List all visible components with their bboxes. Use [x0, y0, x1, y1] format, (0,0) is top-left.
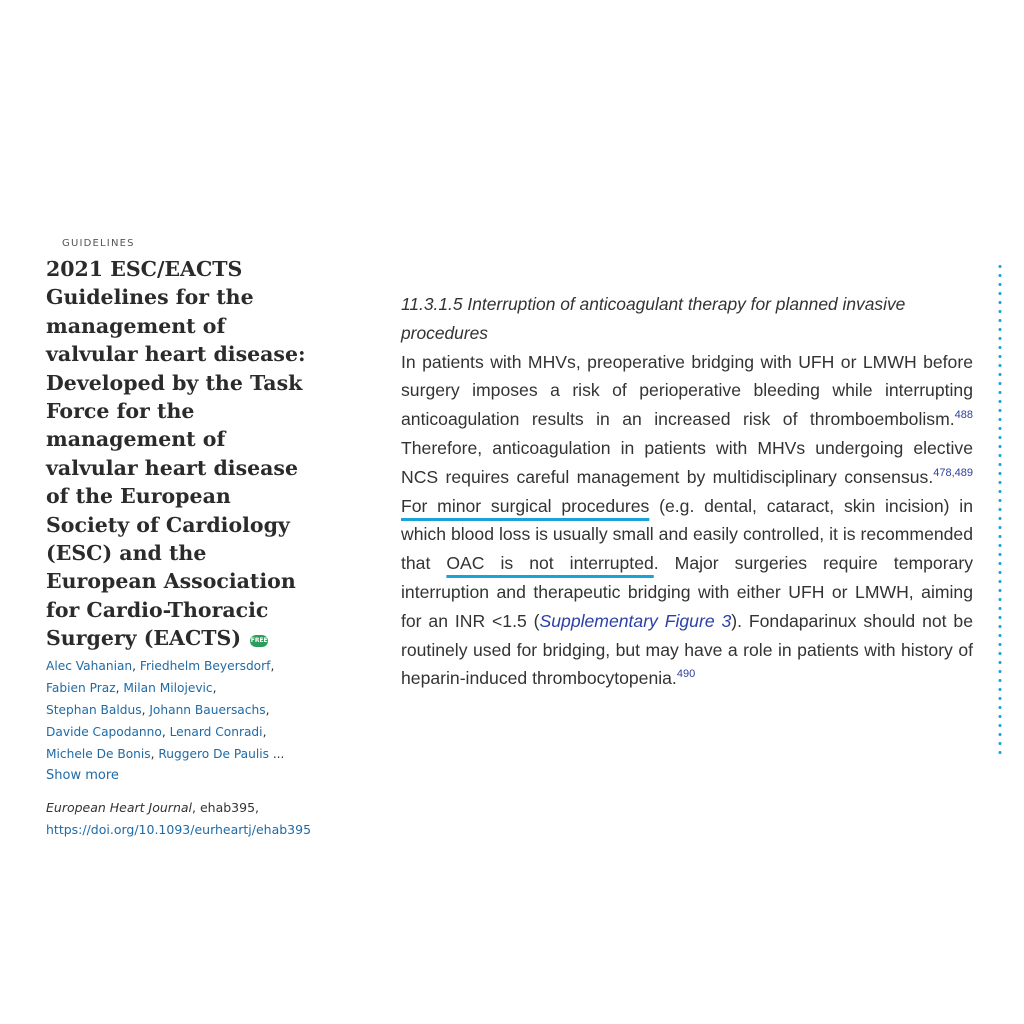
paragraph-text: . Major surgeries require temporary interruption and therapeutic bridging with either UFH or LMWH, aiming for an INR <1.5 (	[401, 553, 973, 631]
show-more-authors-link[interactable]: Show more	[46, 767, 119, 783]
paragraph-text: ). Fondaparinux should not be routinely used for bridging, but may have a role in patients with history of heparin-induced thrombocytopenia.	[401, 610, 973, 689]
author-link[interactable]: Friedhelm Beyersdorf	[139, 658, 271, 673]
free-access-badge: FREE	[250, 635, 268, 647]
paragraph-text: In patients with MHVs, preoperative bridging with UFH or LMWH before surgery imposes a risk of perioperative bleeding while interrupting anticoagulation results in an increased risk of thromboembolism.	[401, 351, 973, 430]
author-link[interactable]: Davide Capodanno	[46, 724, 162, 739]
dotted-border-decoration	[998, 262, 1002, 758]
supplementary-figure-link[interactable]: Supplementary Figure 3	[539, 610, 732, 631]
article-type-label: GUIDELINES	[62, 238, 135, 249]
author-link[interactable]: Lenard Conradi	[169, 724, 263, 739]
article-info-panel	[46, 238, 316, 841]
author-link[interactable]: Ruggero De Paulis	[158, 746, 269, 761]
reference-marker[interactable]: 490	[676, 668, 696, 681]
article-id: , ehab395,	[192, 799, 260, 815]
highlighted-phrase: OAC is not interrupted	[446, 553, 654, 574]
author-link[interactable]: Alec Vahanian	[46, 658, 133, 673]
section-heading: 11.3.1.5 Interruption of anticoagulant therapy for planned invasive procedures	[401, 294, 906, 343]
paragraph-text: Therefore, anticoagulation in patients with MHVs undergoing elective NCS requires careful management by multidisciplinary consensus.	[401, 437, 973, 487]
author-link[interactable]: Johann Bauersachs	[149, 702, 266, 717]
excerpt-paragraph	[401, 348, 973, 694]
citation	[46, 797, 316, 841]
article-title-text[interactable]: 2021 ESC/EACTS Guidelines for the management of valvular heart disease: Developed by the Task Force for the management of valvular heart disease of the European Society of Cardiology (ESC) and the European Association for Cardio-Thoracic Surgery (EACTS)	[46, 257, 306, 651]
journal-name: European Heart Journal	[46, 799, 193, 815]
article-title[interactable]	[46, 255, 316, 653]
reference-marker[interactable]: 478,489	[933, 466, 973, 479]
author-link[interactable]: Fabien Praz	[46, 680, 116, 695]
guideline-excerpt	[401, 290, 973, 693]
author-link[interactable]: Milan Milojevic	[123, 680, 213, 695]
authors-ellipsis: ...	[272, 746, 285, 761]
doi-link[interactable]: https://doi.org/10.1093/eurheartj/ehab395	[46, 821, 312, 837]
highlighted-phrase: For minor surgical procedures	[401, 495, 650, 516]
author-link[interactable]: Stephan Baldus	[46, 702, 142, 717]
paragraph-text: (e.g. dental, cataract, skin incision) in which blood loss is usually small and easily controlled, it is recommended that	[401, 495, 974, 574]
reference-marker[interactable]: 488	[954, 409, 973, 422]
author-link[interactable]: Michele De Bonis	[46, 746, 151, 761]
author-list: Alec Vahanian, Friedhelm Beyersdorf, Fabien Praz, Milan Milojevic, Stephan Baldus, Johann Bauersachs, Davide Capodanno, Lenard Conradi, Michele De Bonis, Ruggero De Paulis ...	[46, 658, 285, 761]
